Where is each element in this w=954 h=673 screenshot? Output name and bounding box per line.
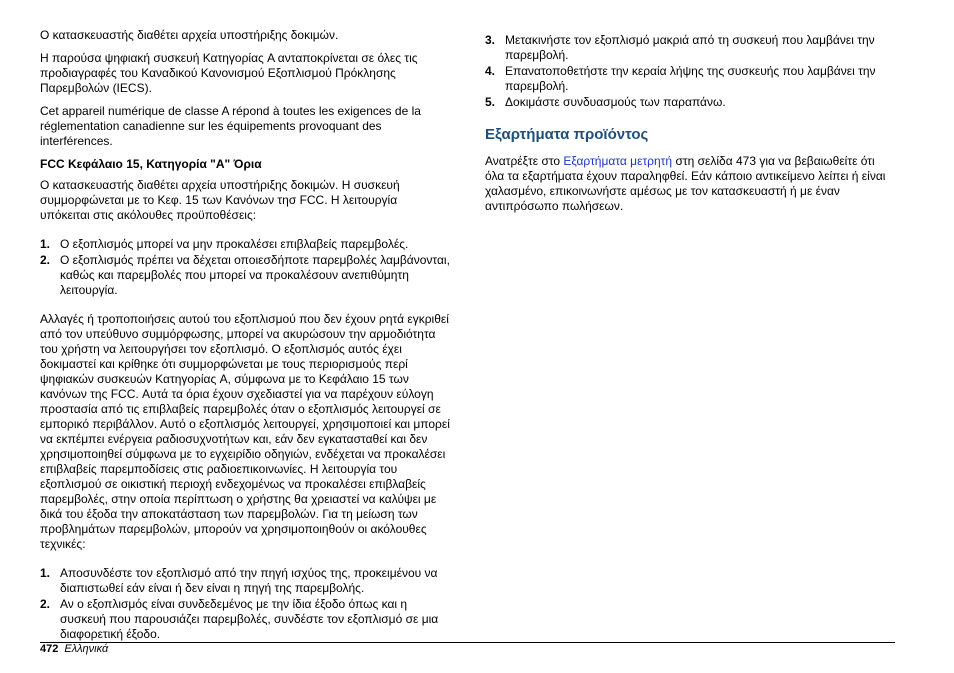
paragraph-test-records: Ο κατασκευαστής διαθέτει αρχεία υποστήριξης δοκιμών. bbox=[40, 28, 339, 42]
list-item bbox=[485, 95, 895, 110]
paragraph-text-after-link: στη σελίδα 473 για να βεβαιωθείτε ότι όλα τα εξαρτήματα έχουν παραληφθεί. Εάν κάποιο αντικείμενο λείπει ή είναι χαλασμένο, επικοινωνήστε αμέσως με τον κατασκευαστή ή με έναν αντιπρόσωπο πωλήσεων. bbox=[485, 154, 886, 213]
list-item bbox=[40, 597, 450, 642]
paragraph-fcc-conditions: Ο κατασκευαστής διαθέτει αρχεία υποστήριξης δοκιμών. Η συσκευή συμμορφώνεται με το Κεφ. 15 των Κανόνων τησ FCC. Η λειτουργία υπόκειται στις ακόλουθες προϋποθέσεις: bbox=[40, 178, 400, 222]
list-item-number: 3. bbox=[485, 33, 496, 47]
fcc-conditions-list bbox=[40, 237, 450, 298]
list-item-text: Ο εξοπλισμός πρέπει να δέχεται οποιεσδήποτε παρεμβολές λαμβάνονται, καθώς και παρεμβολές που μπορεί να προκαλέσουν ανεπιθύμητη λειτουργία. bbox=[60, 253, 450, 297]
list-item bbox=[40, 237, 450, 252]
list-item bbox=[40, 253, 450, 298]
list-item-text: Δοκιμάστε συνδυασμούς των παραπάνω. bbox=[505, 95, 726, 109]
paragraph-text-before-link: Ανατρέξτε στο bbox=[485, 154, 564, 168]
paragraph-product-components bbox=[485, 154, 895, 214]
list-item-number: 1. bbox=[40, 566, 51, 580]
list-item-number: 2. bbox=[40, 253, 51, 267]
footer-divider bbox=[40, 642, 895, 643]
meter-components-link[interactable]: Εξαρτήματα μετρητή bbox=[563, 154, 673, 168]
list-item-number: 1. bbox=[40, 237, 51, 251]
paragraph-iecs-greek: Η παρούσα ψηφιακή συσκευή Κατηγορίας A ανταποκρίνεται σε όλες τις προδιαγραφές του Καναδικού Κανονισμού Εξοπλισμού Πρόκλησης Παρεμβολών (IECS). bbox=[40, 51, 418, 95]
footer-language: Ελληνικά bbox=[64, 643, 109, 655]
right-column bbox=[485, 33, 895, 222]
list-item-text: Αποσυνδέστε τον εξοπλισμό από την πηγή ισχύος της, προκειμένου να διαπιστωθεί εάν είναι ή δεν είναι η πηγή της παρεμβολής. bbox=[60, 566, 438, 595]
list-item bbox=[40, 566, 450, 596]
page-footer bbox=[40, 643, 108, 656]
section-title-product-components: Εξαρτήματα προϊόντος bbox=[485, 126, 649, 143]
fcc-heading: FCC Κεφάλαιο 15, Κατηγορία "A" Όρια bbox=[40, 157, 262, 171]
list-item-number: 4. bbox=[485, 64, 496, 78]
list-item-number: 5. bbox=[485, 95, 496, 109]
list-item-text: Ο εξοπλισμός μπορεί να μην προκαλέσει επιβλαβείς παρεμβολές. bbox=[60, 237, 409, 251]
paragraph-fcc-interference: Αλλαγές ή τροποποιήσεις αυτού του εξοπλισμού που δεν έχουν ρητά εγκριθεί από τον υπεύθυνο συμμόρφωσης, μπορεί να ακυρώσουν την αρμοδιότητα του χρήστη να λειτουργήσει τον εξοπλισμό. Ο εξοπλισμός αυτός έχει δοκιμαστεί και κρίθηκε ότι συμμορφώνεται με τους περιορισμούς περί ψηφιακών συσκευών Κατηγορίας A, σύμφωνα με το Κεφάλαιο 15 των κανόνων της FCC. Αυτά τα όρια έχουν σχεδιαστεί για να παρέχουν εύλογη προστασία από τις επιβλαβείς παρεμβολές όταν ο εξοπλισμός λειτουργεί σε εμπορικό περιβάλλον. Αυτό ο εξοπλισμός λειτουργεί, χρησιμοποιεί και μπορεί να εκπέμπει ενέργεια ραδιοσυχνοτήτων και, εάν δεν εγκατασταθεί και δεν χρησιμοποιηθεί σύμφωνα με το εγχειρίδιο οδηγιών, ενδέχεται να προκαλέσει επιβλαβείς παρεμποδίσεις στις ραδιοεπικοινωνίες. Η λειτουργία του εξοπλισμού σε οικιστική περιοχή ενδεχομένως να προκαλέσει επιβλαβείς παρεμβολές, στην οποία περίπτωση ο χρήστης θα χρειαστεί να καλύψει με δικά του έξοδα την αποκατάσταση των παρεμβολών. Για τη μείωση των προβλημάτων παρεμβολών, μπορούν να χρησιμοποιηθούν οι ακόλουθες τεχνικές: bbox=[40, 312, 450, 551]
list-item-text: Μετακινήστε τον εξοπλισμό μακριά από τη συσκευή που λαμβάνει την παρεμβολή. bbox=[505, 33, 875, 62]
paragraph-iecs-french: Cet appareil numérique de classe A répond à toutes les exigences de la réglementation canadienne sur les équipements provoquant des interférences. bbox=[40, 104, 421, 148]
list-item-text: Επανατοποθετήστε την κεραία λήψης της συσκευής που λαμβάνει την παρεμβολή. bbox=[505, 64, 876, 93]
left-column bbox=[40, 28, 450, 656]
page-number: 472 bbox=[40, 643, 59, 655]
interference-techniques-list bbox=[40, 566, 450, 642]
list-item bbox=[485, 64, 895, 94]
list-item bbox=[485, 33, 895, 63]
interference-techniques-list-continued bbox=[485, 33, 895, 110]
list-item-text: Αν ο εξοπλισμός είναι συνδεδεμένος με την ίδια έξοδο όπως και η συσκευή που παρουσιάζει παρεμβολές, συνδέστε τον εξοπλισμό σε μια διαφορετική έξοδο. bbox=[60, 597, 439, 641]
list-item-number: 2. bbox=[40, 597, 51, 611]
